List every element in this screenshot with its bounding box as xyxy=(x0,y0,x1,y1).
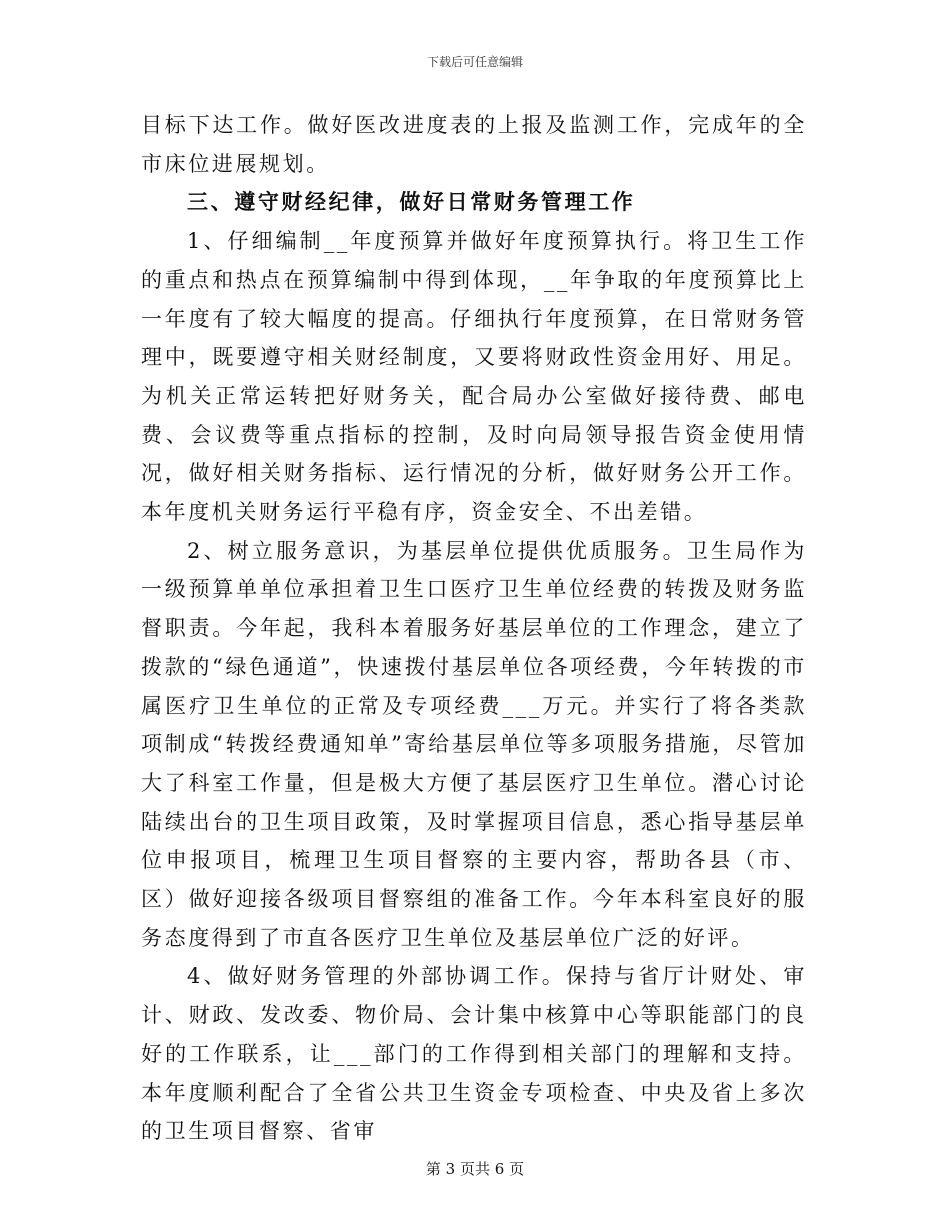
document-body xyxy=(141,106,807,1151)
page-header: 下载后可任意编辑 xyxy=(426,55,523,69)
paragraph-continuation: 目标下达工作。做好医改进度表的上报及监测工作，完成年的全市床位进展规划。 xyxy=(141,113,807,176)
paragraph-budget: 1、仔细编制__年度预算并做好年度预算执行。将卫生工作的重点和热点在预算编制中得到体现，__年争取的年度预算比上一年度有了较大幅度的提高。仔细执行年度预算，在日常财务管理中，既要遵守相关财经制度，又要将财政性资金用好、用足。为机关正常运转把好财务关，配合局办公室做好接待费、邮电费、会议费等重点指标的控制，及时向局领导报告资金使用情况，做好相关财务指标、运行情况的分析，做好财务公开工作。本年度机关财务运行平稳有序，资金安全、不出差错。 xyxy=(141,229,807,525)
paragraph-coordination: 4、做好财务管理的外部协调工作。保持与省厅计财处、审计、财政、发改委、物价局、会计集中核算中心等职能部门的良好的工作联系，让___部门的工作得到相关部门的理解和支持。本年度顺利配合了全省公共卫生资金专项检查、中央及省上多次的卫生项目督察、省审 xyxy=(141,964,807,1144)
section-heading: 三、遵守财经纪律，做好日常财务管理工作 xyxy=(187,189,636,215)
paragraph-service: 2、树立服务意识，为基层单位提供优质服务。卫生局作为一级预算单单位承担着卫生口医疗卫生单位经费的转拨及财务监督职责。今年起，我科本着服务好基层单位的工作理念，建立了拨款的“绿色通道”，快速拨付基层单位各项经费，今年转拨的市属医疗卫生单位的正常及专项经费___万元。并实行了将各类款项制成“转拨经费通知单”寄给基层单位等多项服务措施，尽管加大了科室工作量，但是极大方便了基层医疗卫生单位。潜心讨论陆续出台的卫生项目政策，及时掌握项目信息，悉心指导基层单位申报项目，梳理卫生项目督察的主要内容，帮助各县（市、区）做好迎接各级项目督察组的准备工作。今年本科室良好的服务态度得到了市直各医疗卫生单位及基层单位广泛的好评。 xyxy=(141,538,807,950)
page-footer: 第 3 页共 6 页 xyxy=(425,1160,525,1178)
